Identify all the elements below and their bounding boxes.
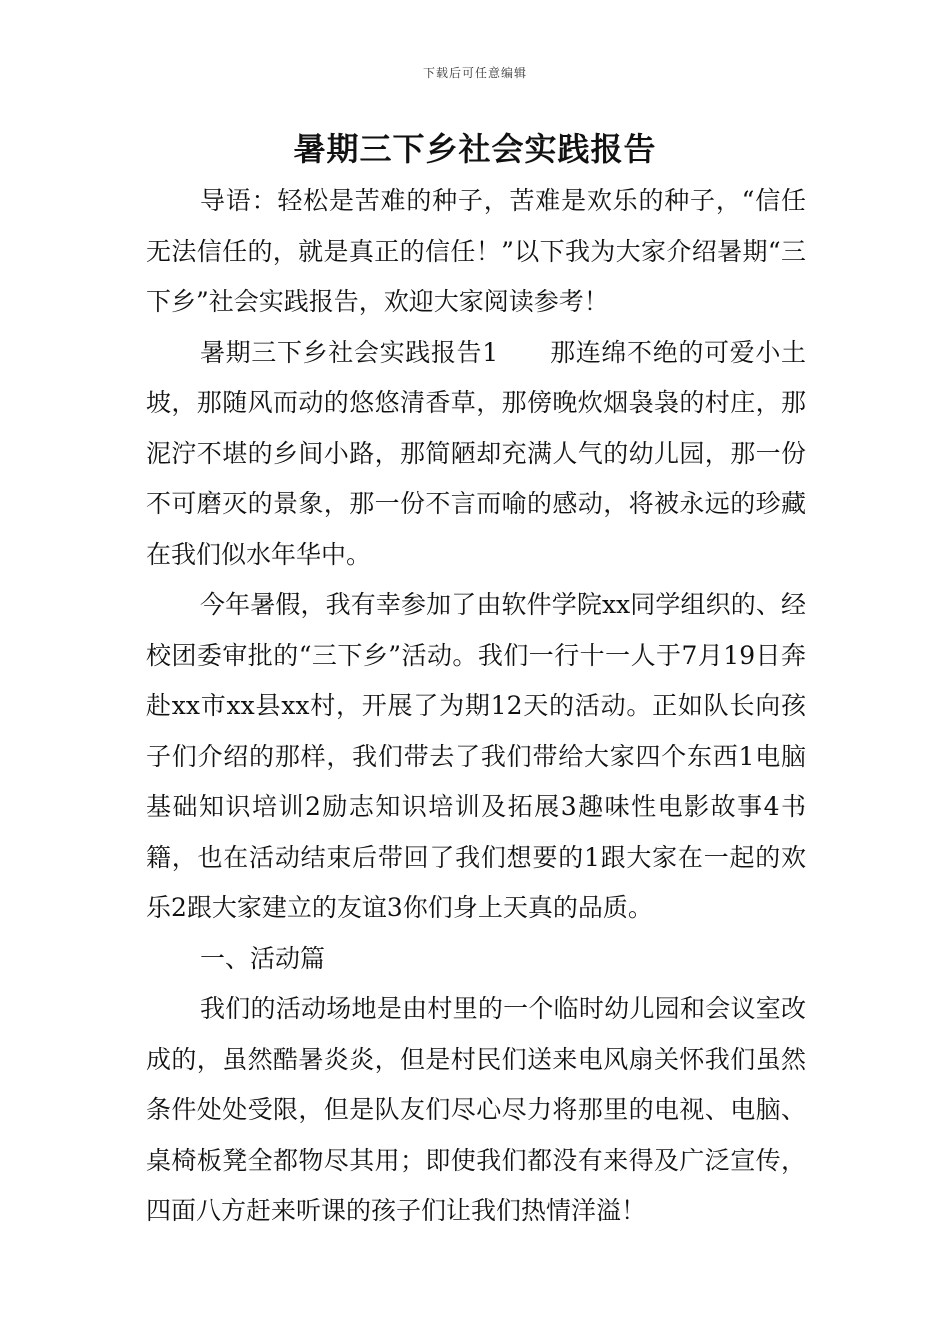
section-heading-activities: 一、活动篇 <box>200 943 326 973</box>
paragraph-venue: 我们的活动场地是由村里的一个临时幼儿园和会议室改成的，虽然酷暑炎炎，但是村民们送来电风扇关怀我们虽然条件处处受限，但是队友们尽心尽力将那里的电视、电脑、桌椅板凳全都物尽其用；即使我们都没有来得及广泛宣传，四面八方赶来听课的孩子们让我们热情洋溢！ <box>146 994 806 1225</box>
header-note: 下载后可任意编辑 <box>422 66 527 80</box>
paragraph-report-1: 暑期三下乡社会实践报告1 那连绵不绝的可爱小土坡，那随风而动的悠悠清香草，那傍晚炊烟袅袅的村庄，那泥泞不堪的乡间小路，那简陋却充满人气的幼儿园，那一份不可磨灭的景象，那一份不言而喻的感动，将被永远的珍藏在我们似水年华中。 <box>146 337 806 569</box>
document-title: 暑期三下乡社会实践报告 <box>293 130 657 168</box>
paragraph-summer: 今年暑假，我有幸参加了由软件学院xx同学组织的、经校团委审批的“三下乡”活动。我们一行十一人于7月19日奔赴xx市xx县xx村，开展了为期12天的活动。正如队长向孩子们介绍的那样，我们带去了我们带给大家四个东西1电脑基础知识培训2励志知识培训及拓展3趣味性电影故事4书籍，也在活动结束后带回了我们想要的1跟大家在一起的欢乐2跟大家建立的友谊3你们身上天真的品质。 <box>146 590 806 922</box>
paragraph-intro: 导语：轻松是苦难的种子，苦难是欢乐的种子，“信任无法信任的，就是真正的信任！”以下我为大家介绍暑期“三下乡”社会实践报告，欢迎大家阅读参考！ <box>146 186 806 316</box>
document-body <box>146 176 806 1237</box>
